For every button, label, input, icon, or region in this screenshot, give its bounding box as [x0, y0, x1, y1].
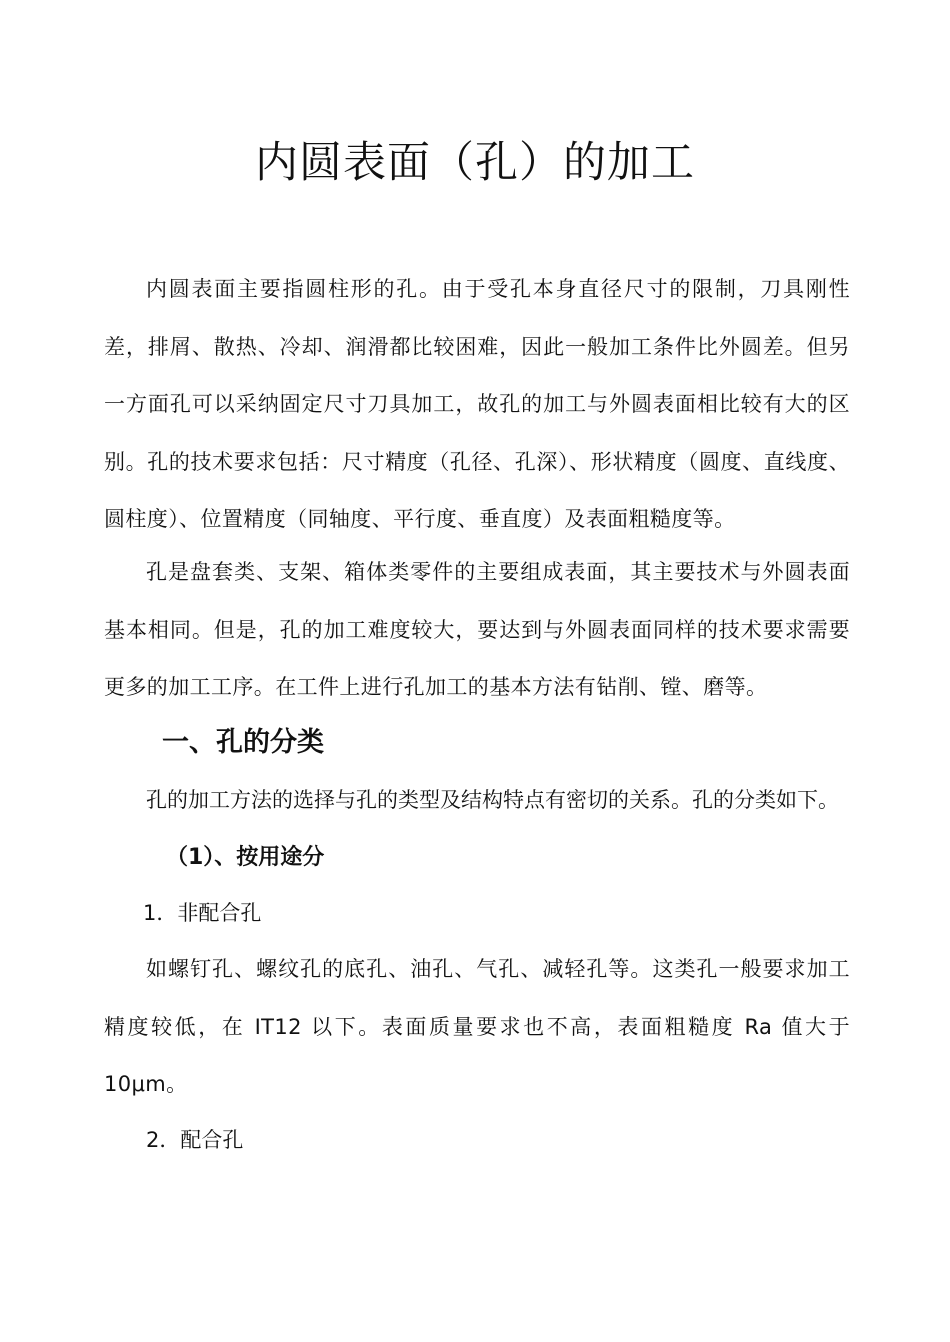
list-item-non-fitting-hole: 1．非配合孔: [143, 901, 262, 925]
paragraph-inner-surface-intro: 内圆表面主要指圆柱形的孔。由于受孔本身直径尺寸的限制，刀具刚性差，排屑、散热、冷却、润滑都比较困难，因此一般加工条件比外圆差。但另一方面孔可以采纳固定尺寸刀具加工，故孔的加工与外圆表面相比较有大的区别。孔的技术要求包括：尺寸精度（孔径、孔深）、形状精度（圆度、直线度、圆柱度）、位置精度（同轴度、平行度、垂直度）及表面粗糙度等。: [104, 277, 850, 531]
list-item-fitting-hole: 2．配合孔: [146, 1128, 244, 1152]
paragraph-hole-machining: 孔是盘套类、支架、箱体类零件的主要组成表面，其主要技术与外圆表面基本相同。但是，孔的加工难度较大，要达到与外圆表面同样的技术要求需要更多的加工工序。在工件上进行孔加工的基本方法有钻削、镗、磨等。: [104, 560, 850, 699]
document-title: 内圆表面（孔）的加工: [255, 138, 695, 188]
subsection-heading-by-purpose: （1）、按用途分: [166, 845, 325, 870]
section-heading-hole-classification: 一、孔的分类: [162, 727, 324, 758]
paragraph-non-fitting-hole-description: 如螺钉孔、螺纹孔的底孔、油孔、气孔、减轻孔等。这类孔一般要求加工精度较低，在 IT12 以下。表面质量要求也不高，表面粗糙度 Ra 值大于 10μm。: [104, 957, 850, 1096]
classification-intro-text: 孔的加工方法的选择与孔的类型及结构特点有密切的关系。孔的分类如下。: [146, 788, 839, 812]
